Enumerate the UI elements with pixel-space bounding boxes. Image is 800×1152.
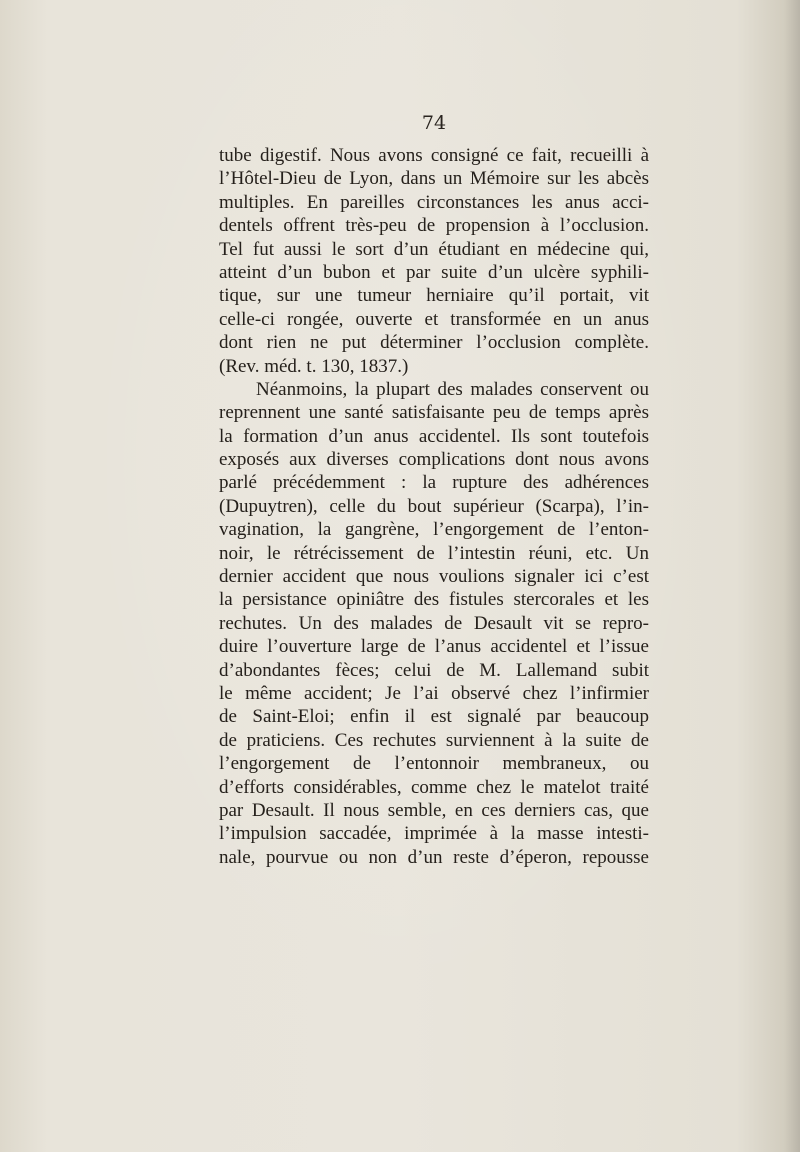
text-line: l’impulsion saccadée, imprimée à la masse intesti- xyxy=(219,823,649,845)
body-text xyxy=(219,144,649,869)
text-line: d’abondantes fèces; celui de M. Lallemand subit xyxy=(219,659,649,681)
text-line: tique, sur une tumeur herniaire qu’il portait, vit xyxy=(219,285,649,307)
text-line: rechutes. Un des malades de Desault vit se repro- xyxy=(219,612,649,634)
text-line: nale, pourvue ou non d’un reste d’éperon, repousse xyxy=(219,846,649,868)
text-line: l’Hôtel-Dieu de Lyon, dans un Mémoire sur les abcès xyxy=(219,168,649,190)
text-line: dentels offrent très-peu de propension à l’occlusion. xyxy=(219,215,649,237)
paragraph-start-line: Néanmoins, la plupart des malades conservent ou xyxy=(256,378,649,400)
text-line: le même accident; Je l’ai observé chez l’infirmier xyxy=(219,682,649,704)
text-line: l’engorgement de l’entonnoir membraneux, ou xyxy=(219,753,649,775)
text-line: dont rien ne put déterminer l’occlusion complète. xyxy=(219,332,649,354)
citation-line: (Rev. méd. t. 130, 1837.) xyxy=(219,355,409,377)
text-line: vagination, la gangrène, l’engorgement de l’enton- xyxy=(219,519,649,541)
page-number: 74 xyxy=(421,112,447,134)
text-line: parlé précédemment : la rupture des adhérences xyxy=(219,472,649,494)
text-line: celle-ci rongée, ouverte et transformée en un anus xyxy=(219,308,649,330)
text-line: duire l’ouverture large de l’anus accidentel et l’issue xyxy=(219,636,649,658)
text-line: exposés aux diverses complications dont nous avons xyxy=(219,449,649,471)
text-line: atteint d’un bubon et par suite d’un ulcère syphili- xyxy=(219,261,649,283)
text-line: tube digestif. Nous avons consigné ce fait, recueilli à xyxy=(219,145,649,166)
text-line: (Dupuytren), celle du bout supérieur (Scarpa), l’in- xyxy=(219,495,649,517)
text-line: par Desault. Il nous semble, en ces derniers cas, que xyxy=(219,799,649,821)
text-line: noir, le rétrécissement de l’intestin réuni, etc. Un xyxy=(219,542,649,564)
text-line: multiples. En pareilles circonstances les anus acci- xyxy=(219,191,649,213)
text-line: la formation d’un anus accidentel. Ils sont toutefois xyxy=(219,425,649,447)
text-line: dernier accident que nous voulions signaler ici c’est xyxy=(219,566,649,588)
text-line: de praticiens. Ces rechutes surviennent à la suite de xyxy=(219,729,649,751)
text-line: reprennent une santé satisfaisante peu de temps après xyxy=(219,402,649,424)
text-line: Tel fut aussi le sort d’un étudiant en médecine qui, xyxy=(219,238,649,260)
text-line: d’efforts considérables, comme chez le matelot traité xyxy=(219,776,649,798)
text-line: la persistance opiniâtre des fistules stercorales et les xyxy=(219,589,649,611)
text-line: de Saint-Eloi; enfin il est signalé par beaucoup xyxy=(219,706,649,728)
